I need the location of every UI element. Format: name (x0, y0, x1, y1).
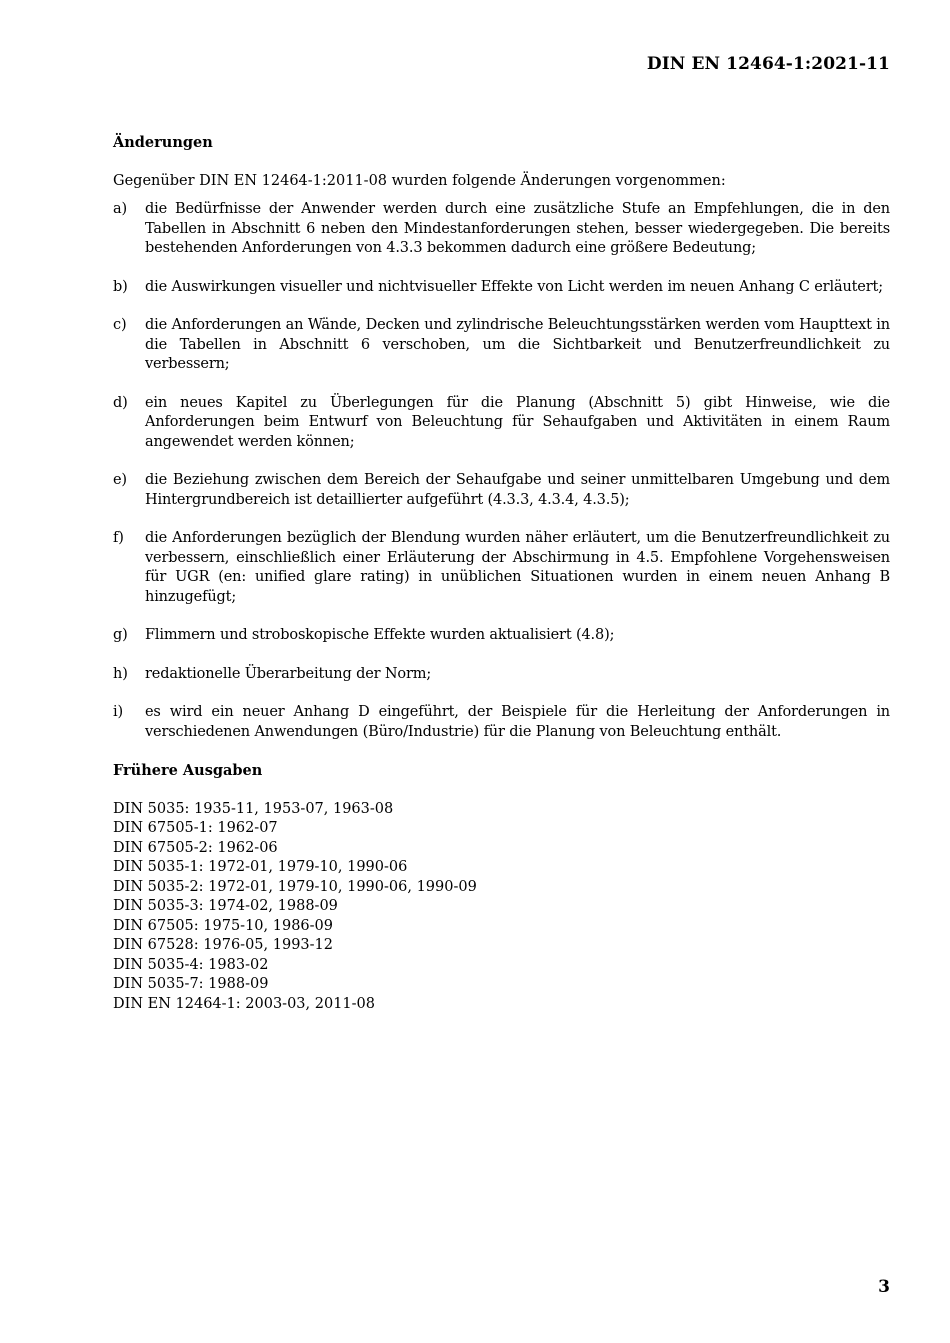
change-item (113, 471, 890, 510)
change-item (113, 703, 890, 742)
page-number: 3 (878, 1277, 890, 1297)
edition-line: DIN EN 12464-1: 2003-03, 2011-08 (113, 995, 375, 1012)
list-marker: h) (113, 665, 128, 682)
change-item (113, 394, 890, 453)
change-text: redaktionelle Überarbeitung der Norm; (145, 665, 432, 682)
change-item (113, 626, 890, 646)
edition-line: DIN 5035-2: 1972-01, 1979-10, 1990-06, 1990-09 (113, 878, 477, 895)
edition-line: DIN 67528: 1976-05, 1993-12 (113, 937, 333, 953)
changes-intro: Gegenüber DIN EN 12464-1:2011-08 wurden folgende Änderungen vorgenommen: (113, 172, 726, 189)
edition-line: DIN 67505-1: 1962-07 (113, 820, 278, 836)
list-marker: e) (113, 472, 127, 488)
edition-line: DIN 5035-1: 1972-01, 1979-10, 1990-06 (113, 859, 408, 875)
change-item (113, 278, 890, 298)
document-id: DIN EN 12464-1:2021-11 (646, 54, 890, 74)
list-marker: f) (113, 530, 124, 546)
change-text: die Anforderungen an Wände, Decken und zylindrische Beleuchtungsstärken werden vom Haupttext in die Tabellen in Abschnitt 6 verschoben, um die Sichtbarkeit und Benutzerfreundlichkeit zu verbessern; (145, 317, 890, 372)
list-marker: g) (113, 627, 128, 643)
list-marker: d) (113, 394, 128, 411)
change-text: es wird ein neuer Anhang D eingeführt, der Beispiele für die Herleitung der Anforderungen in verschiedenen Anwendungen (Büro/Industrie) für die Planung von Beleuchtung enthält. (145, 704, 890, 740)
list-marker: i) (113, 704, 123, 720)
change-item (113, 316, 890, 375)
changes-heading: Änderungen (113, 134, 213, 151)
change-text: Flimmern und stroboskopische Effekte wurden aktualisiert (4.8); (145, 627, 615, 643)
edition-line: DIN 67505-2: 1962-06 (113, 839, 278, 856)
change-text: die Beziehung zwischen dem Bereich der Sehaufgabe und seiner unmittelbaren Umgebung und dem Hintergrundbereich ist detaillierter aufgeführt (4.3.3, 4.3.4, 4.3.5); (145, 472, 890, 508)
editions-list (113, 800, 890, 1015)
change-text: die Bedürfnisse der Anwender werden durch eine zusätzliche Stufe an Empfehlungen, die in den Tabellen in Abschnitt 6 neben den Mindestanforderungen stehen, besser wiedergegeben. Die bereits bestehenden Anforderungen von 4.3.3 bekommen dadurch eine größere Bedeutung; (145, 201, 890, 256)
edition-line: DIN 5035-3: 1974-02, 1988-09 (113, 898, 338, 914)
editions-heading: Frühere Ausgaben (113, 762, 263, 779)
change-item (113, 665, 890, 685)
changes-list (113, 200, 890, 742)
change-item (113, 200, 890, 259)
change-text: die Auswirkungen visueller und nichtvisueller Effekte von Licht werden im neuen Anhang C erläutert; (145, 278, 883, 295)
edition-line: DIN 5035-7: 1988-09 (113, 976, 269, 992)
edition-line: DIN 5035-4: 1983-02 (113, 956, 269, 973)
edition-line: DIN 5035: 1935-11, 1953-07, 1963-08 (113, 800, 394, 817)
change-text: ein neues Kapitel zu Überlegungen für die Planung (Abschnitt 5) gibt Hinweise, wie die Anforderungen beim Entwurf von Beleuchtung für Sehaufgaben und Aktivitäten in einem Raum angewendet werden können; (145, 394, 890, 450)
list-marker: b) (113, 278, 128, 295)
page-content (113, 133, 890, 1014)
change-text: die Anforderungen bezüglich der Blendung wurden näher erläutert, um die Benutzerfreundlichkeit zu verbessern, einschließlich einer Erläuterung der Abschirmung in 4.5. Empfohlene Vorgehensweisen für UGR (en: unified glare rating) in unüblichen Situationen wurden in einem neuen Anhang B hinzugefügt; (145, 530, 890, 605)
edition-line: DIN 67505: 1975-10, 1986-09 (113, 917, 333, 934)
list-marker: a) (113, 201, 128, 217)
change-item (113, 529, 890, 607)
list-marker: c) (113, 317, 127, 333)
